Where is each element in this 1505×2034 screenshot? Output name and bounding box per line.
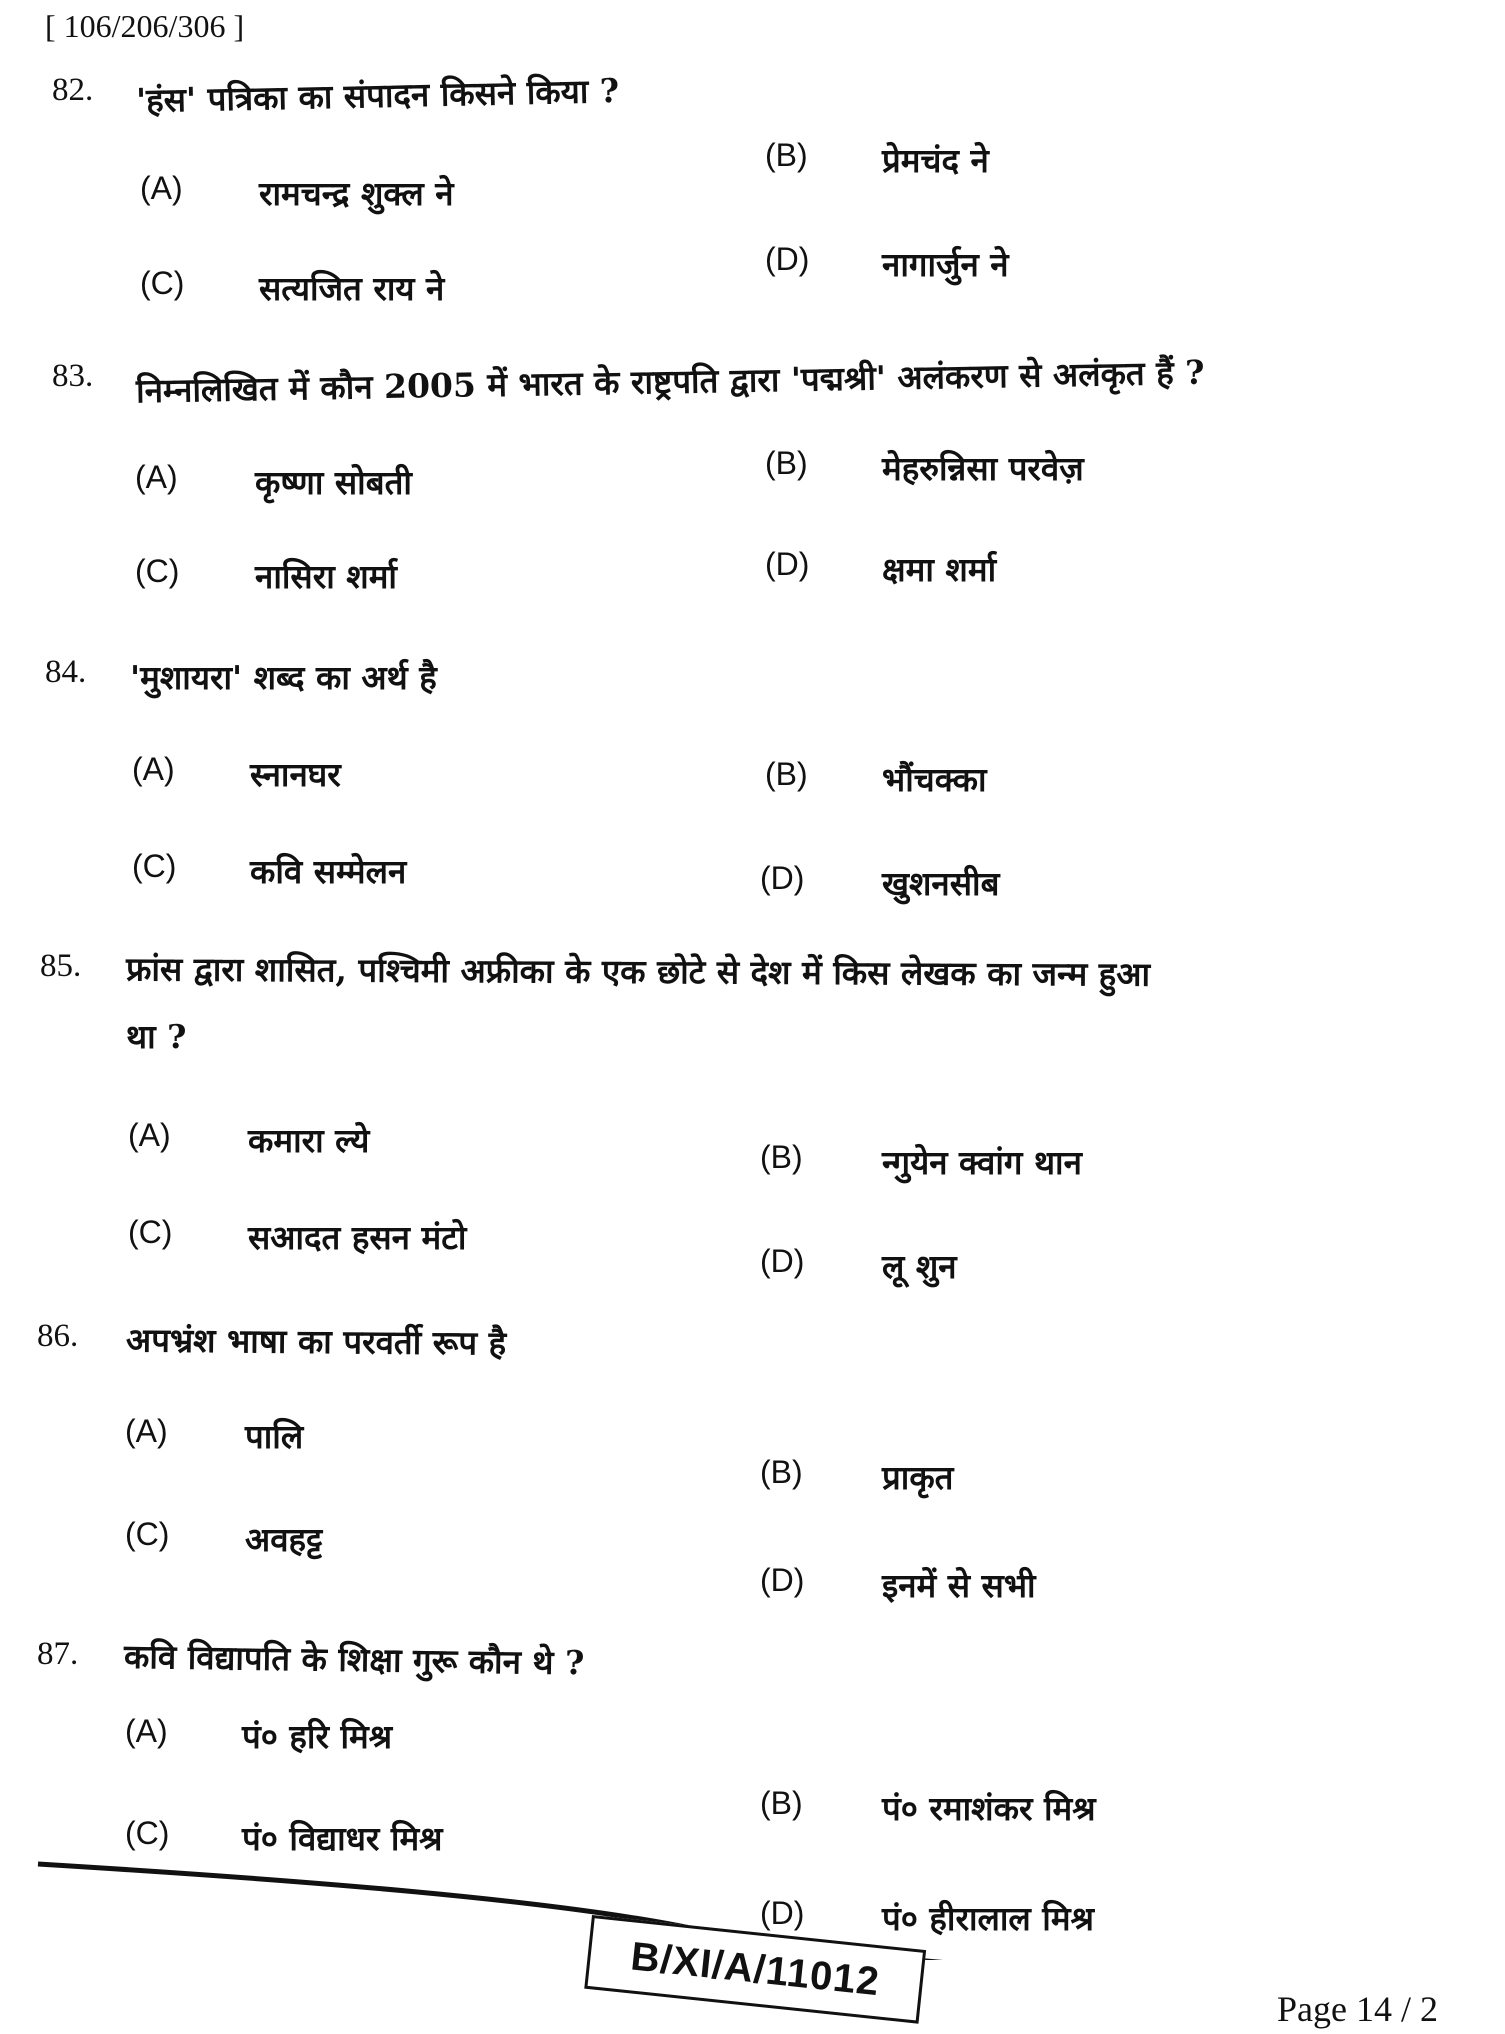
option-text: पं० रमाशंकर मिश्र <box>882 1789 1096 1828</box>
option-text: कृष्णा सोबती <box>255 463 412 502</box>
question-text: फ्रांस द्वारा शासित, पश्चिमी अफ्रीका के एक छोटे से देश में किस लेखक का जन्म हुआ <box>125 949 1151 994</box>
option-label: (B) <box>765 137 808 173</box>
option-label: (C) <box>128 1214 173 1250</box>
option-text: नागार्जुन ने <box>882 245 1009 284</box>
option-text: सत्यजित राय ने <box>259 269 445 308</box>
option-text: सआदत हसन मंटो <box>248 1218 467 1257</box>
option-label: (A) <box>128 1117 171 1153</box>
option-label: (D) <box>760 1562 805 1598</box>
option-text: कमारा ल्ये <box>248 1121 370 1160</box>
question-text-continued: था ? <box>126 1017 187 1056</box>
option-text: पं० विद्याधर मिश्र <box>242 1819 443 1858</box>
option-label: (D) <box>765 241 810 277</box>
option-label: (B) <box>765 445 808 481</box>
option-label: (A) <box>140 170 183 206</box>
option-text: खुशनसीब <box>882 864 1000 903</box>
option-label: (D) <box>760 860 805 896</box>
question-number: 84. <box>45 654 87 690</box>
option-label: (C) <box>125 1815 170 1851</box>
paper-code-header: [ 106/206/306 ] <box>45 8 245 44</box>
question-number: 82. <box>52 72 94 108</box>
option-label: (B) <box>760 1139 803 1175</box>
option-text: स्नानघर <box>250 755 341 794</box>
option-text: भौंचक्का <box>882 760 987 799</box>
question-text: 'हंस' पत्रिका का संपादन किसने किया ? <box>135 70 620 121</box>
option-label: (B) <box>765 756 808 792</box>
option-text: पालि <box>245 1417 304 1456</box>
option-label: (A) <box>132 751 175 787</box>
question-number: 85. <box>40 948 82 984</box>
option-text: अवहट्ट <box>245 1520 323 1559</box>
question-number: 83. <box>52 358 94 394</box>
option-text: रामचन्द्र शुक्ल ने <box>259 174 454 213</box>
option-text: पं० हरि मिश्र <box>242 1717 393 1756</box>
option-text: इनमें से सभी <box>882 1566 1036 1605</box>
booklet-code-box: B/XI/A/11012 <box>584 1915 926 2024</box>
option-label: (B) <box>760 1454 803 1490</box>
question-text: अपभ्रंश भाषा का परवर्ती रूप है <box>125 1320 507 1363</box>
option-label: (C) <box>125 1516 170 1552</box>
option-label: (C) <box>140 265 185 301</box>
option-label: (D) <box>760 1243 805 1279</box>
option-text: क्षमा शर्मा <box>882 550 997 589</box>
option-text: लू शुन <box>882 1247 957 1286</box>
page-number: Page 14 / 2 <box>1277 1989 1438 2029</box>
option-text: मेहरुन्निसा परवेज़ <box>882 449 1084 488</box>
option-label: (A) <box>125 1713 168 1749</box>
option-label: (C) <box>132 848 177 884</box>
option-text: पं० हीरालाल मिश्र <box>882 1899 1094 1938</box>
option-label: (B) <box>760 1785 803 1821</box>
option-text: प्राकृत <box>882 1458 954 1497</box>
option-text: नासिरा शर्मा <box>255 557 397 596</box>
question-text: निम्नलिखित में कौन 2005 में भारत के राष्ट्रपति द्वारा 'पद्मश्री' अलंकरण से अलंकृत हैं ? <box>135 352 1205 411</box>
option-label: (C) <box>135 553 180 589</box>
question-number: 87. <box>37 1636 79 1672</box>
option-label: (A) <box>135 459 178 495</box>
option-label: (D) <box>765 546 810 582</box>
question-text: 'मुशायरा' शब्द का अर्थ है <box>130 658 437 697</box>
option-label: (D) <box>760 1895 805 1931</box>
option-text: कवि सम्मेलन <box>250 852 407 891</box>
question-number: 86. <box>37 1318 79 1354</box>
question-text: कवि विद्यापति के शिक्षा गुरू कौन थे ? <box>123 1636 585 1683</box>
option-label: (A) <box>125 1413 168 1449</box>
option-text: प्रेमचंद ने <box>882 141 989 180</box>
option-text: न्गुयेन क्वांग थान <box>882 1143 1082 1182</box>
